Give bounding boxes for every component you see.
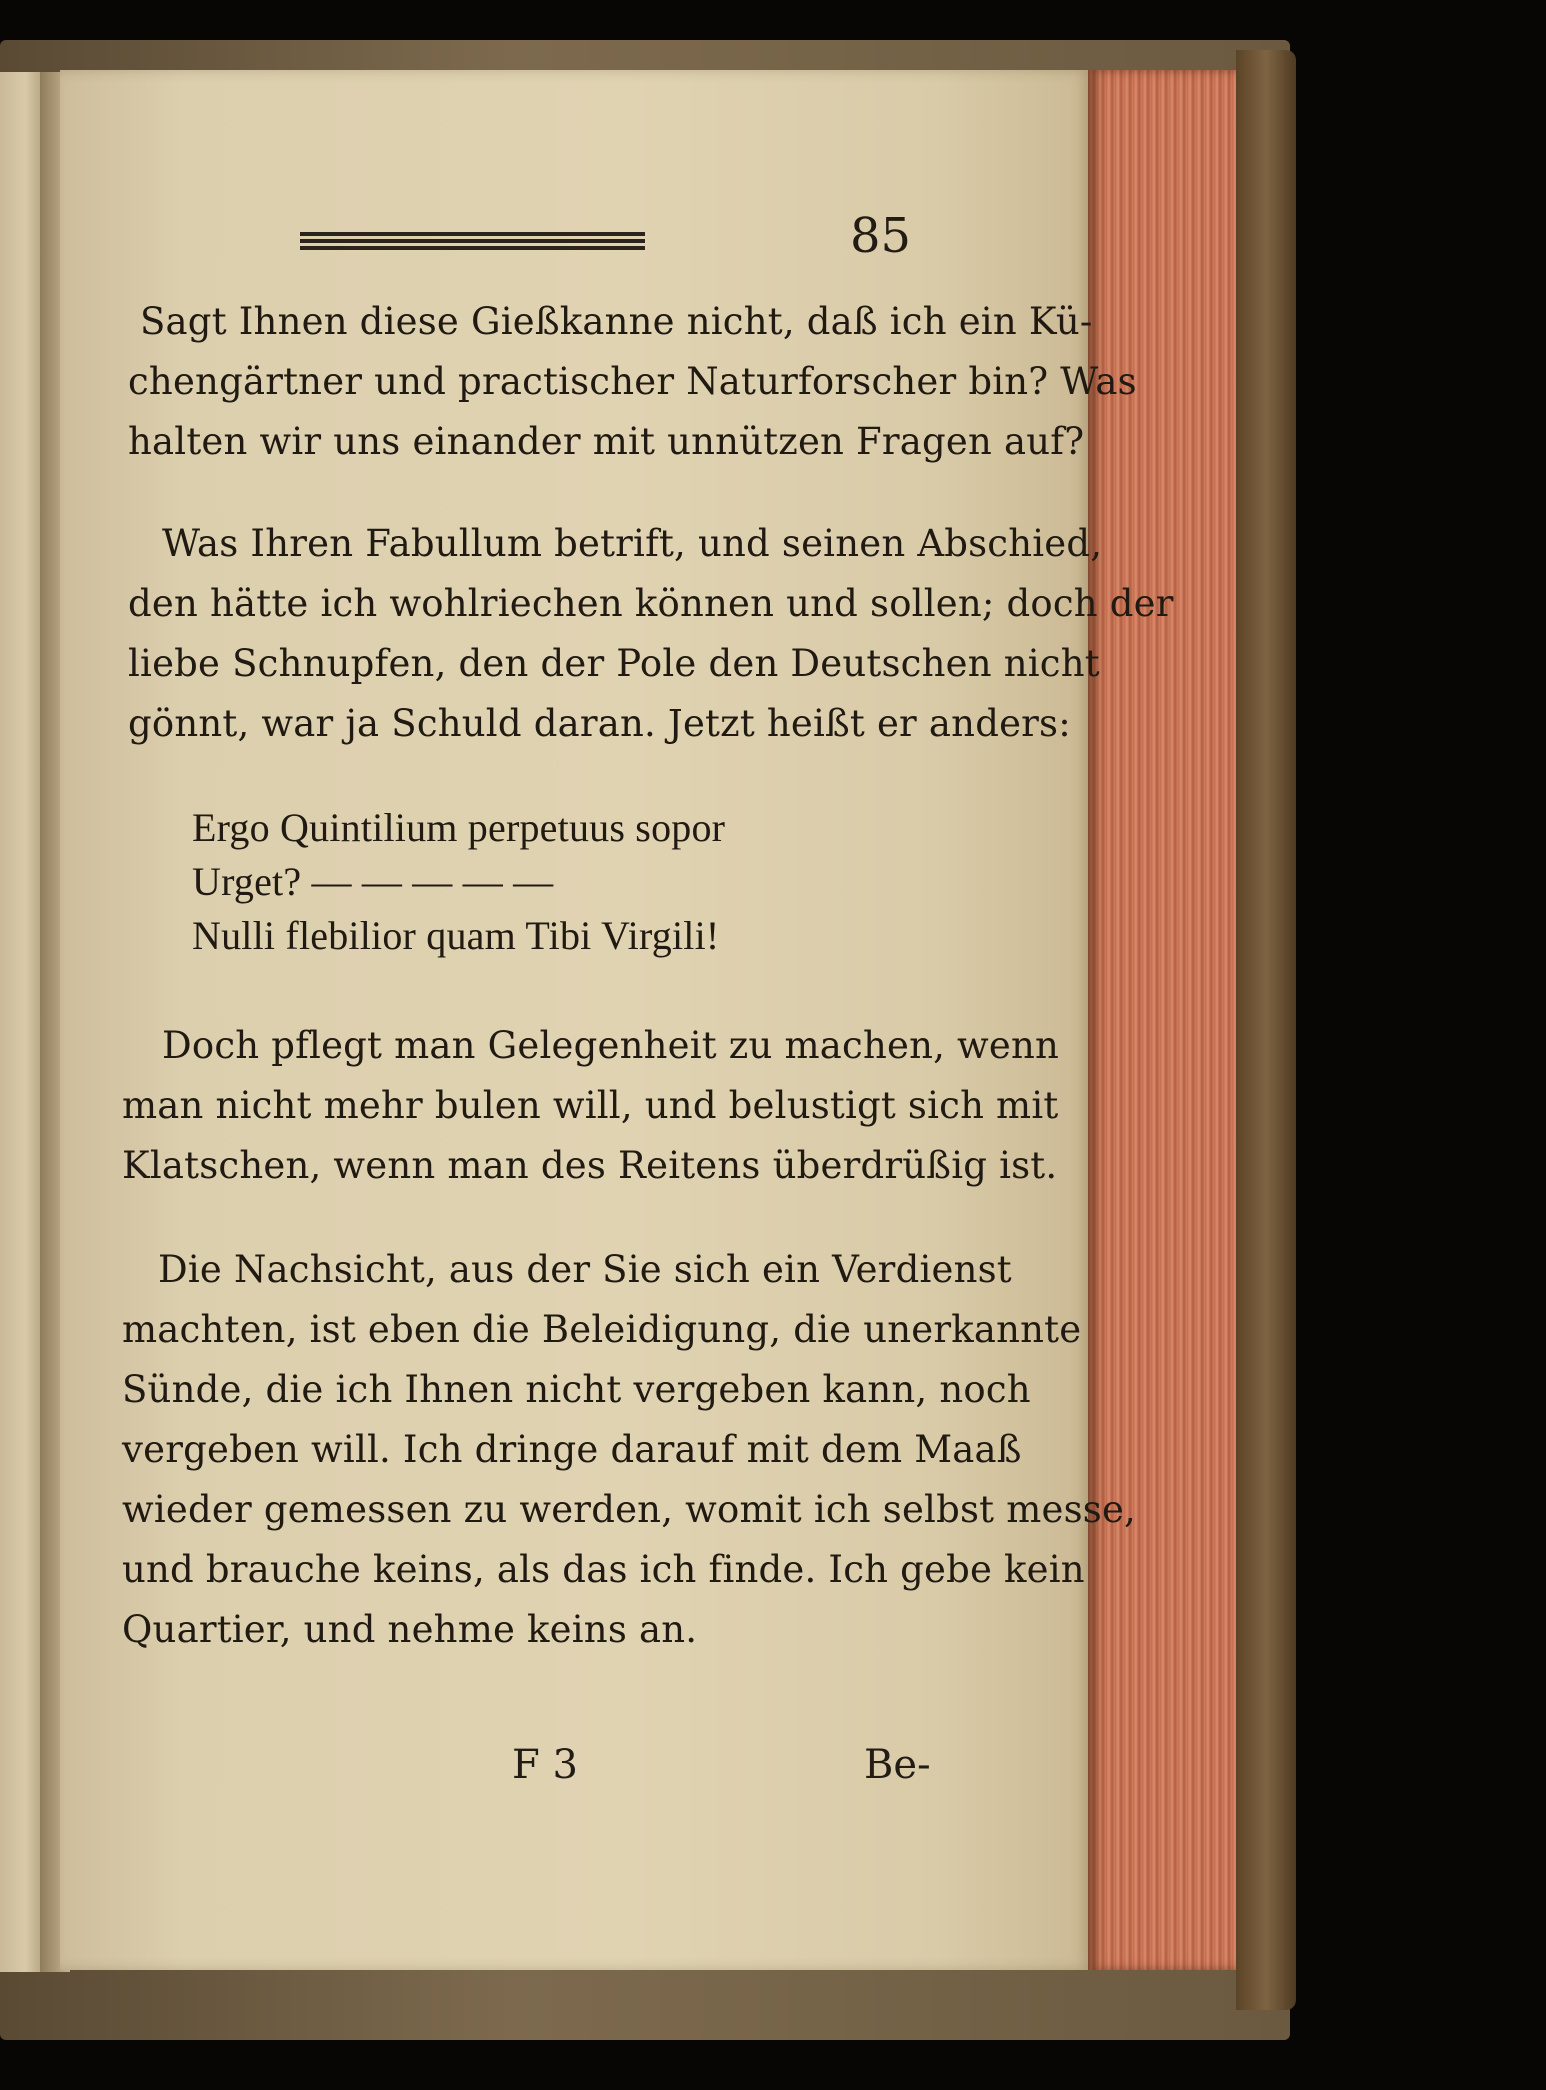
text-line: Was Ihren Fabullum betrift, und seinen Abschied, [162, 522, 1103, 565]
text-line: wieder gemessen zu werden, womit ich selbst messe, [122, 1488, 1137, 1531]
page-edges [1088, 70, 1238, 1970]
text-line: den hätte ich wohlriechen können und sollen; doch der [128, 582, 1174, 625]
text-line: chengärtner und practischer Naturforscher bin? Was [128, 360, 1137, 403]
text-line: man nicht mehr bulen will, und belustigt sich mit [122, 1084, 1059, 1127]
text-line: gönnt, war ja Schuld daran. Jetzt heißt er anders: [128, 702, 1071, 745]
book-cover-edge [1236, 50, 1296, 2010]
text-line: Sagt Ihnen diese Gießkanne nicht, daß ich ein Kü- [140, 300, 1093, 343]
text-line: und brauche keins, als das ich finde. Ich gebe kein [122, 1548, 1085, 1591]
text-line: Klatschen, wenn man des Reitens überdrüßig ist. [122, 1144, 1058, 1187]
header-ornament-rule [300, 232, 645, 250]
left-page-edge [0, 72, 44, 1972]
text-line: vergeben will. Ich dringe darauf mit dem Maaß [122, 1428, 1022, 1471]
page-number: 85 [850, 208, 912, 264]
text-line: halten wir uns einander mit unnützen Fragen auf? [128, 420, 1085, 463]
text-line: machten, ist eben die Beleidigung, die unerkannte [122, 1308, 1082, 1351]
text-line: liebe Schnupfen, den der Pole den Deutschen nicht [128, 642, 1100, 685]
signature-mark: F 3 [512, 1742, 578, 1788]
quote-line: Ergo Quintilium perpetuus sopor [192, 805, 726, 850]
quote-line: Urget? — — — — — [192, 859, 554, 904]
quote-line: Nulli flebilior quam Tibi Virgili! [192, 913, 720, 958]
right-page [60, 70, 1090, 1970]
text-line: Die Nachsicht, aus der Sie sich ein Verdienst [158, 1248, 1012, 1291]
text-line: Doch pflegt man Gelegenheit zu machen, wenn [162, 1024, 1060, 1067]
text-line: Sünde, die ich Ihnen nicht vergeben kann, noch [122, 1368, 1031, 1411]
text-line: Quartier, und nehme keins an. [122, 1608, 698, 1651]
catchword: Be- [864, 1742, 931, 1788]
